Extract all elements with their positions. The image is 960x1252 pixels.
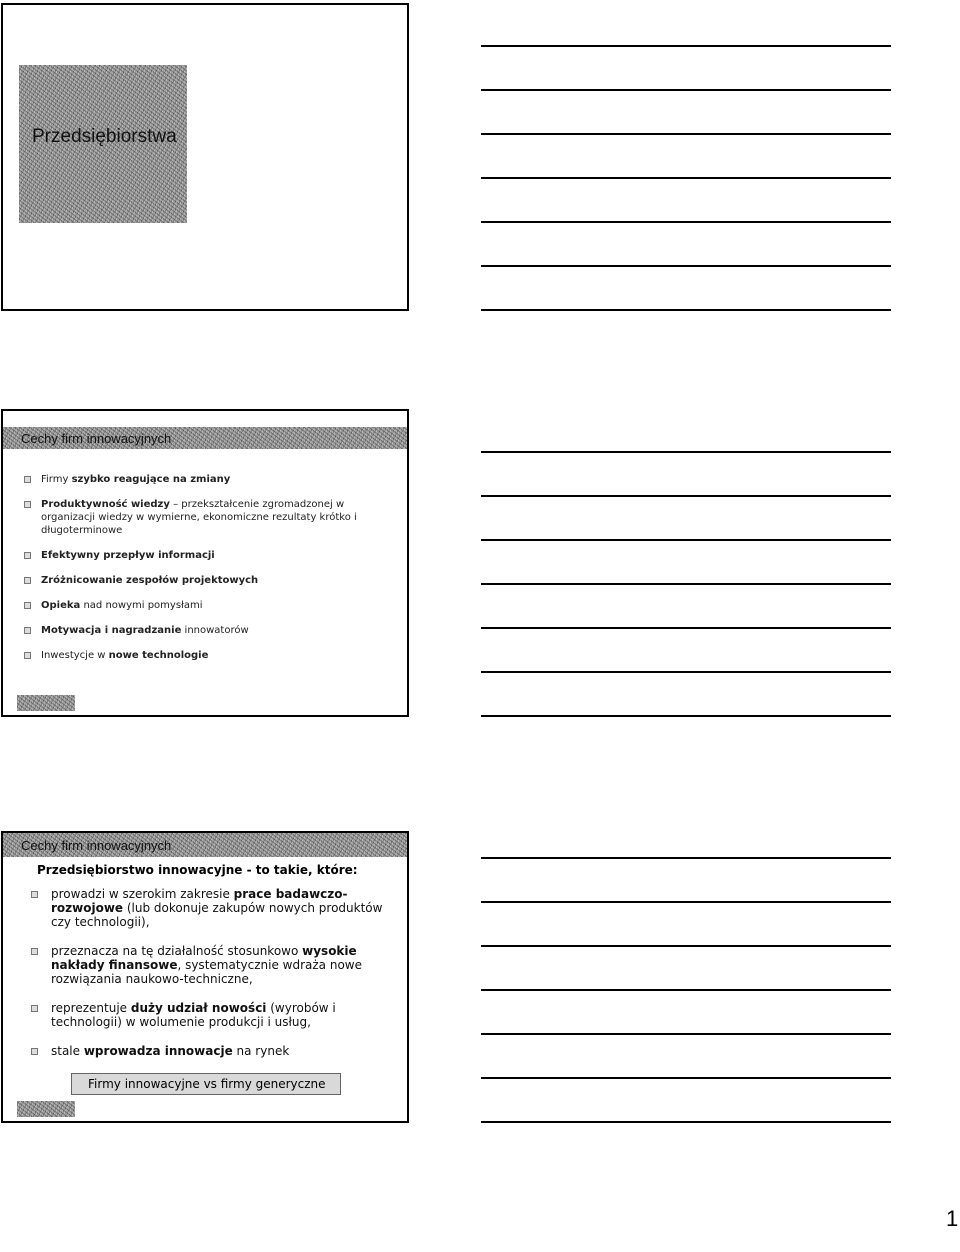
bullet-text-bold: Efektywny przepływ informacji — [41, 550, 215, 561]
bullet-text-bold: Motywacja i nagradzanie — [41, 625, 182, 636]
bullet-item — [23, 599, 383, 612]
bullet-text: stale — [51, 1044, 84, 1058]
bullet-text-bold: wprowadza innowacje — [83, 1044, 233, 1058]
lead-text: Przedsiębiorstwo innowacyjne - to takie, które: — [37, 863, 358, 877]
note-line — [481, 627, 891, 629]
note-line — [481, 221, 891, 223]
corner-texture — [17, 1101, 75, 1117]
bullet-item — [23, 649, 383, 662]
bullet-item — [23, 498, 383, 537]
note-line — [481, 1121, 891, 1123]
bullet-text: , systematycznie wdraża nowe rozwiązania naukowo-techniczne, — [51, 958, 362, 986]
bullet-text-bold: nowe technologie — [108, 650, 209, 661]
bullet-item — [23, 473, 383, 486]
bullet-text: nad nowymi pomysłami — [80, 600, 203, 611]
bullet-text: reprezentuje — [51, 1001, 131, 1015]
note-line — [481, 945, 891, 947]
corner-texture — [17, 695, 75, 711]
bullet-text-bold: Produktywność wiedzy — [41, 499, 170, 510]
note-line — [481, 133, 891, 135]
bullet-text: przeznacza na tę działalność stosunkowo — [51, 944, 303, 958]
bullet-text: (lub dokonuje zakupów nowych produktów czy technologii), — [51, 901, 383, 929]
bullet-text: Inwestycje w — [41, 650, 109, 661]
note-line — [481, 1077, 891, 1079]
note-line — [481, 1033, 891, 1035]
bullet-list — [23, 473, 383, 674]
bullet-text-bold: Zróżnicowanie zespołów projektowych — [41, 575, 259, 586]
bullet-text-bold: wysokie nakłady finansowe — [51, 944, 357, 972]
slide-1 — [1, 3, 409, 311]
bullet-text-bold: szybko reagujące na zmiany — [71, 474, 231, 485]
link-button[interactable]: Firmy innowacyjne vs firmy generyczne — [71, 1073, 341, 1095]
note-line — [481, 671, 891, 673]
note-line — [481, 539, 891, 541]
bullet-item — [35, 1044, 397, 1058]
note-line — [481, 451, 891, 453]
bullet-text: – przekształcenie zgromadzonej w organizacji wiedzy w wymierne, ekonomiczne rezultaty krótko i długoterminowe — [41, 499, 357, 536]
slide-header: Cechy firm innowacyjnych — [21, 838, 172, 853]
note-line — [481, 45, 891, 47]
note-line — [481, 89, 891, 91]
bullet-item — [35, 944, 397, 986]
page-number: 1 — [946, 1206, 959, 1231]
note-line — [481, 901, 891, 903]
bullet-item — [23, 624, 383, 637]
note-line — [481, 309, 891, 311]
bullet-text: (wyrobów i technologii) w wolumenie produkcji i usług, — [51, 1001, 336, 1029]
slide-3 — [1, 831, 409, 1123]
note-line — [481, 495, 891, 497]
bullet-item — [23, 574, 383, 587]
note-line — [481, 715, 891, 717]
note-line — [481, 265, 891, 267]
bullet-text: na rynek — [232, 1044, 290, 1058]
slide-2 — [1, 409, 409, 717]
bullet-text: innowatorów — [181, 625, 249, 636]
slide-header: Cechy firm innowacyjnych — [21, 431, 172, 446]
bullet-item — [35, 1001, 397, 1029]
note-line — [481, 583, 891, 585]
bullet-text-bold: Opieka — [41, 600, 81, 611]
bullet-text: prowadzi w szerokim zakresie — [51, 887, 234, 901]
bullet-list — [35, 887, 397, 1073]
note-line — [481, 989, 891, 991]
slide-title: Przedsiębiorstwa — [32, 126, 177, 147]
note-line — [481, 177, 891, 179]
bullet-text-bold: duży udział nowości — [130, 1001, 267, 1015]
bullet-item — [35, 887, 397, 929]
bullet-text-bold: prace badawczo-rozwojowe — [51, 887, 348, 915]
note-line — [481, 857, 891, 859]
bullet-item — [23, 549, 383, 562]
bullet-text: Firmy — [41, 474, 72, 485]
